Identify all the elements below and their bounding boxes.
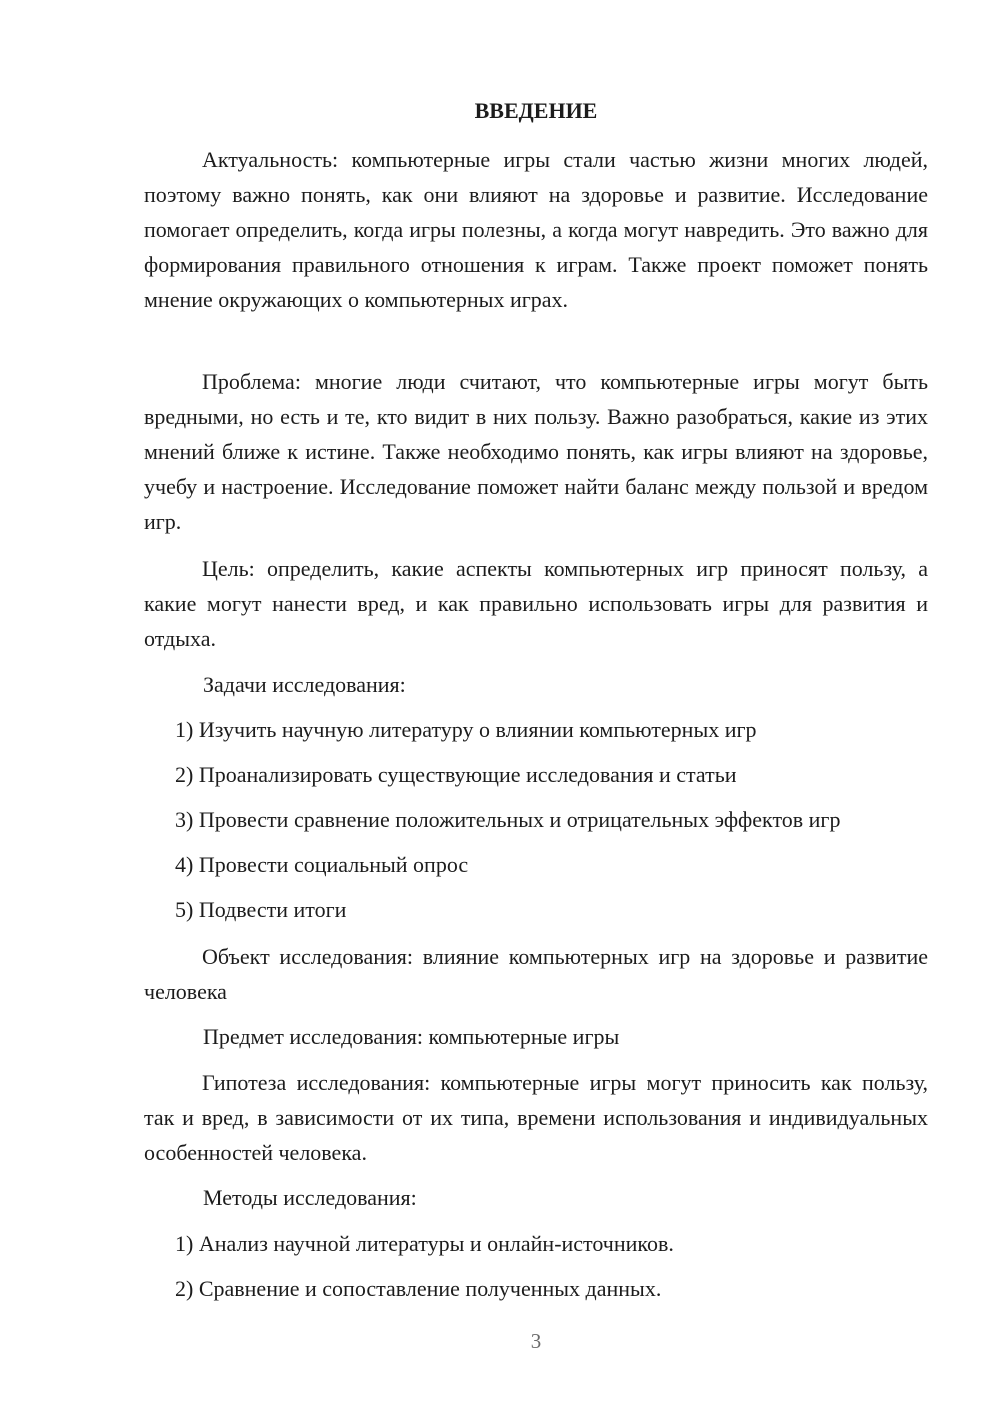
tasks-heading: Задачи исследования: <box>203 672 406 697</box>
relevance-paragraph: Актуальность: компьютерные игры стали частью жизни многих людей, поэтому важно понять, как они влияют на здоровье и развитие. Исследование помогает определить, когда игры полезны, а когда могут навредить. Это важно для формирования правильного отношения к играм. Также проект поможет понять мнение окружающих о компьютерных играх. <box>144 147 928 312</box>
methods-heading: Методы исследования: <box>203 1185 417 1210</box>
goal-paragraph: Цель: определить, какие аспекты компьютерных игр приносят пользу, а какие могут нанести вред, и как правильно использовать игры для развития и отдыха. <box>144 556 928 651</box>
page-title: ВВЕДЕНИЕ <box>474 98 598 123</box>
task-item: 1) Изучить научную литературу о влиянии компьютерных игр <box>175 717 757 742</box>
method-item: 2) Сравнение и сопоставление полученных данных. <box>175 1276 662 1301</box>
task-item: 5) Подвести итоги <box>175 897 347 922</box>
subject-paragraph: Предмет исследования: компьютерные игры <box>203 1024 620 1049</box>
hypothesis-paragraph: Гипотеза исследования: компьютерные игры могут приносить как пользу, так и вред, в зависимости от их типа, времени использования и индивидуальных особенностей человека. <box>144 1070 928 1165</box>
problem-paragraph: Проблема: многие люди считают, что компьютерные игры могут быть вредными, но есть и те, кто видит в них пользу. Важно разобраться, какие из этих мнений ближе к истине. Также необходимо понять, как игры влияют на здоровье, учебу и настроение. Исследование поможет найти баланс между пользой и вредом игр. <box>144 369 928 534</box>
task-item: 3) Провести сравнение положительных и отрицательных эффектов игр <box>175 807 841 832</box>
task-item: 4) Провести социальный опрос <box>175 852 469 877</box>
task-item: 2) Проанализировать существующие исследования и статьи <box>175 762 737 787</box>
method-item: 1) Анализ научной литературы и онлайн-источников. <box>175 1231 674 1256</box>
page-number: 3 <box>530 1329 542 1353</box>
object-paragraph: Объект исследования: влияние компьютерных игр на здоровье и развитие человека <box>144 944 928 1004</box>
